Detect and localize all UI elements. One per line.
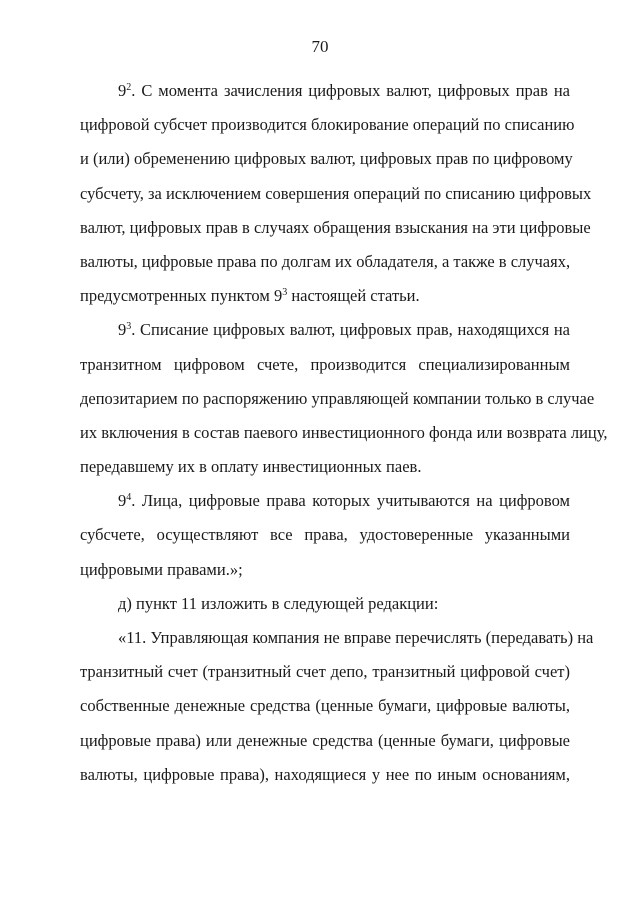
text-line: субсчету, за исключением совершения операций по списанию цифровых — [80, 183, 592, 203]
marker-superscript: 2 — [126, 82, 132, 93]
text-line: цифровые права) или денежные средства (ценные бумаги, цифровые — [80, 730, 570, 750]
paragraph-11 — [80, 621, 594, 792]
text-line: $9^3$. Списание цифровых валют, цифровых прав, находящихся на — [118, 320, 570, 340]
text-line: цифровой субсчет производится блокирование операций по списанию — [80, 115, 575, 135]
text-line: д) пункт 11 изложить в следующей редакции: — [118, 593, 439, 613]
page-number: 70 — [311, 37, 329, 56]
text-line: $9^2$. С момента зачисления цифровых валют, цифровых прав на — [118, 81, 570, 100]
paragraph-marker: 9 — [118, 491, 127, 511]
paragraph-marker: 9 — [118, 320, 127, 340]
document-body — [80, 74, 608, 792]
text-line: цифровыми правами.»; — [80, 559, 243, 579]
text-line: собственные денежные средства (ценные бумаги, цифровые валюты, — [80, 696, 570, 716]
text-line: валюты, цифровые права по долгам их обладателя, а также в случаях, — [80, 251, 571, 271]
reference-superscript: 3 — [282, 287, 288, 299]
paragraph-d — [80, 587, 570, 621]
text-line: предусмотренных пунктом $9^3$ настоящей статьи. — [80, 286, 420, 306]
paragraph-9-4 — [80, 484, 570, 587]
text-line: субсчете, осуществляют все права, удостоверенные указанными — [80, 525, 570, 545]
text-line: $9^4$. Лица, цифровые права которых учитываются на цифровом — [118, 491, 570, 511]
paragraph-9-2 — [80, 74, 592, 313]
text-line: передавшему их в оплату инвестиционных паев. — [80, 457, 422, 477]
text-line: их включения в состав паевого инвестиционного фонда или возврата лицу, — [80, 422, 608, 442]
text-line: и (или) обременению цифровых валют, цифровых прав по цифровому — [80, 149, 573, 169]
text-line: валют, цифровых прав в случаях обращения взыскания на эти цифровые — [80, 217, 591, 237]
text-line: валюты, цифровые права), находящиеся у нее по иным основаниям, — [80, 764, 570, 784]
text-line: транзитном цифровом счете, производится специализированным — [80, 354, 570, 374]
text-line: «11. Управляющая компания не вправе перечислять (передавать) на — [118, 628, 594, 647]
text-line: транзитный счет (транзитный счет депо, транзитный цифровой счет) — [80, 662, 570, 682]
paragraph-marker: 9 — [118, 81, 127, 100]
marker-superscript: 4 — [126, 492, 132, 504]
marker-superscript: 3 — [126, 321, 132, 333]
paragraph-9-3 — [80, 313, 608, 484]
text-line: депозитарием по распоряжению управляющей компании только в случае — [80, 388, 595, 408]
